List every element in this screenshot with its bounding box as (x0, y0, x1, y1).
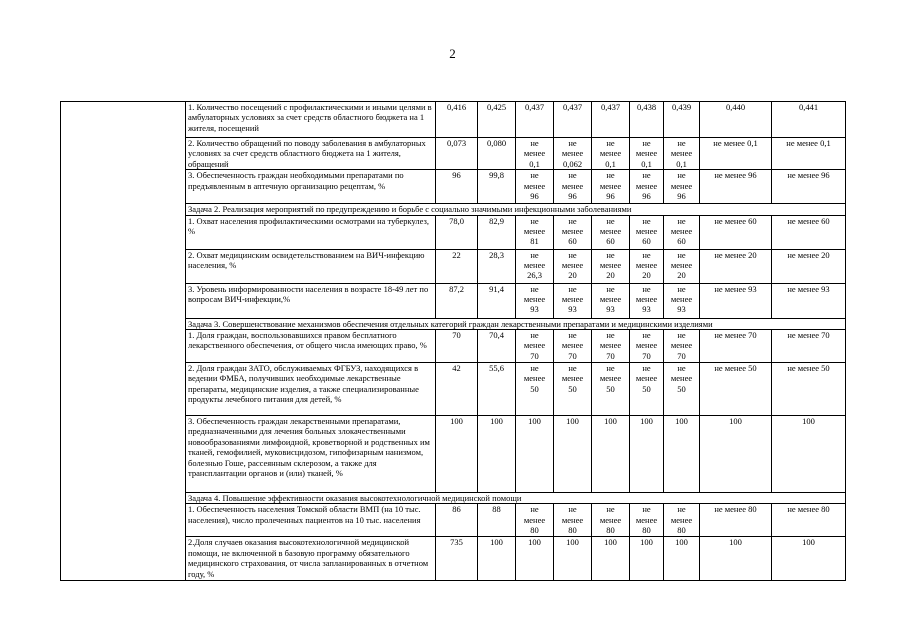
value-cell: 0,438 (630, 102, 664, 138)
value-cell: не менее 80 (664, 504, 700, 537)
value-cell: не менее 26,3 (516, 249, 554, 283)
indicator-label: 1. Охват населения профилактическими осмотрами на туберкулез, % (186, 215, 436, 249)
value-cell: не менее 70 (664, 330, 700, 363)
value-cell: 100 (592, 537, 630, 581)
value-cell: 100 (700, 416, 772, 493)
value-cell: не менее 93 (592, 283, 630, 318)
value-cell: 28,3 (478, 249, 516, 283)
value-cell: не менее 93 (664, 283, 700, 318)
value-cell: 88 (478, 504, 516, 537)
value-cell: 0,441 (772, 102, 846, 138)
value-cell: не менее 70 (630, 330, 664, 363)
value-cell: 0,080 (478, 138, 516, 170)
value-cell: 70 (436, 330, 478, 363)
value-cell: не менее 60 (592, 215, 630, 249)
value-cell: не менее 80 (592, 504, 630, 537)
value-cell: не менее 0,1 (700, 138, 772, 170)
value-cell: 91,4 (478, 283, 516, 318)
value-cell: 82,9 (478, 215, 516, 249)
value-cell: не менее 70 (592, 330, 630, 363)
task-heading: Задача 4. Повышение эффективности оказания высокотехнологичной медицинской помощи (186, 493, 846, 504)
page-number: 2 (449, 46, 456, 61)
value-cell: не менее 80 (772, 504, 846, 537)
value-cell: 99,8 (478, 170, 516, 204)
value-cell: 78,0 (436, 215, 478, 249)
value-cell: не менее 96 (592, 170, 630, 204)
value-cell: не менее 0,062 (554, 138, 592, 170)
value-cell: не менее 0,1 (664, 138, 700, 170)
indicator-label: 1. Доля граждан, воспользовавшихся правом бесплатного лекарственного обеспечения, от общего числа имеющих право, % (186, 330, 436, 363)
indicator-label: 3. Обеспеченность граждан необходимыми препаратами по предъявленным в аптечную организацию рецептам, % (186, 170, 436, 204)
value-cell: не менее 93 (554, 283, 592, 318)
value-cell: не менее 93 (516, 283, 554, 318)
value-cell: 100 (478, 416, 516, 493)
table-row (61, 102, 846, 138)
value-cell: не менее 96 (772, 170, 846, 204)
value-cell: не менее 70 (516, 330, 554, 363)
value-cell: не менее 96 (630, 170, 664, 204)
indicators-table (60, 101, 846, 581)
value-cell: не менее 80 (700, 504, 772, 537)
value-cell: 100 (478, 537, 516, 581)
value-cell: не менее 50 (630, 363, 664, 416)
value-cell: не менее 81 (516, 215, 554, 249)
value-cell: не менее 0,1 (630, 138, 664, 170)
value-cell: не менее 20 (592, 249, 630, 283)
value-cell: не менее 20 (664, 249, 700, 283)
value-cell: не менее 80 (516, 504, 554, 537)
indicator-label: 1. Количество посещений с профилактическими и иными целями в амбулаторных условиях за счет средств областного бюджета на 1 жителя, посещений (186, 102, 436, 138)
value-cell: 0,437 (592, 102, 630, 138)
indicator-label: 2. Охват медицинским освидетельствованием на ВИЧ-инфекцию населения, % (186, 249, 436, 283)
value-cell: 0,416 (436, 102, 478, 138)
value-cell: 100 (592, 416, 630, 493)
value-cell: 735 (436, 537, 478, 581)
value-cell: не менее 50 (592, 363, 630, 416)
value-cell: 100 (554, 537, 592, 581)
value-cell: не менее 60 (772, 215, 846, 249)
value-cell: не менее 93 (700, 283, 772, 318)
value-cell: не менее 50 (516, 363, 554, 416)
value-cell: 86 (436, 504, 478, 537)
value-cell: 100 (554, 416, 592, 493)
indicator-label: 2. Доля граждан ЗАТО, обслуживаемых ФГБУЗ, находящихся в ведении ФМБА, получивших необходимые лекарственные препараты, медицинские изделия, а также специализированные продукты лечебного питания для детей, % (186, 363, 436, 416)
value-cell: не менее 20 (630, 249, 664, 283)
value-cell: 100 (630, 537, 664, 581)
indicator-label: 3. Уровень информированности населения в возрасте 18-49 лет по вопросам ВИЧ-инфекции,% (186, 283, 436, 318)
value-cell: не менее 0,1 (516, 138, 554, 170)
value-cell: не менее 96 (516, 170, 554, 204)
value-cell: 100 (664, 416, 700, 493)
value-cell: не менее 96 (664, 170, 700, 204)
value-cell: не менее 93 (630, 283, 664, 318)
value-cell: 0,437 (554, 102, 592, 138)
value-cell: не менее 20 (700, 249, 772, 283)
indicator-label: 2.Доля случаев оказания высокотехнологичной медицинской помощи, не включенной в базовую программу обязательного медицинского страхования, от числа запланированных в отчетном году, % (186, 537, 436, 581)
value-cell: 0,425 (478, 102, 516, 138)
value-cell: не менее 60 (630, 215, 664, 249)
value-cell: 0,437 (516, 102, 554, 138)
value-cell: 100 (664, 537, 700, 581)
blank-column-cell (61, 102, 186, 581)
value-cell: 0,439 (664, 102, 700, 138)
indicator-label: 3. Обеспеченность граждан лекарственными препаратами, предназначенными для лечения больных злокачественными новообразованиями лимфоидной, кроветворной и родственных им тканей, гемофилией, муковисцидозом, гипофизарным нанизмом, болезнью Гоше, рассеянным склерозом, а также для трансплантации органов и (или) тканей, % (186, 416, 436, 493)
value-cell: 87,2 (436, 283, 478, 318)
indicator-label: 2. Количество обращений по поводу заболевания в амбулаторных условиях за счет средств областного бюджета на 1 жителя, обращений (186, 138, 436, 170)
value-cell: 100 (772, 416, 846, 493)
value-cell: не менее 96 (554, 170, 592, 204)
value-cell: 70,4 (478, 330, 516, 363)
value-cell: не менее 50 (664, 363, 700, 416)
value-cell: не менее 60 (664, 215, 700, 249)
value-cell: не менее 80 (630, 504, 664, 537)
value-cell: не менее 60 (700, 215, 772, 249)
value-cell: не менее 0,1 (772, 138, 846, 170)
value-cell: 100 (516, 537, 554, 581)
value-cell: не менее 20 (554, 249, 592, 283)
value-cell: не менее 70 (554, 330, 592, 363)
value-cell: 0,440 (700, 102, 772, 138)
value-cell: не менее 20 (772, 249, 846, 283)
value-cell: 100 (630, 416, 664, 493)
value-cell: 55,6 (478, 363, 516, 416)
value-cell: не менее 70 (700, 330, 772, 363)
value-cell: не менее 60 (554, 215, 592, 249)
value-cell: не менее 0,1 (592, 138, 630, 170)
value-cell: 42 (436, 363, 478, 416)
value-cell: не менее 50 (554, 363, 592, 416)
value-cell: 0,073 (436, 138, 478, 170)
value-cell: 100 (700, 537, 772, 581)
value-cell: 100 (516, 416, 554, 493)
value-cell: 96 (436, 170, 478, 204)
value-cell: не менее 50 (772, 363, 846, 416)
value-cell: 100 (436, 416, 478, 493)
value-cell: не менее 80 (554, 504, 592, 537)
task-heading: Задача 3. Совершенствование механизмов обеспечения отдельных категорий граждан лекарственными препаратами и медицинскими изделиями (186, 318, 846, 329)
indicator-label: 1. Обеспеченность населения Томской области ВМП (на 10 тыс. населения), число пролеченных пациентов на 10 тыс. населения (186, 504, 436, 537)
value-cell: не менее 50 (700, 363, 772, 416)
value-cell: не менее 70 (772, 330, 846, 363)
value-cell: не менее 93 (772, 283, 846, 318)
value-cell: 100 (772, 537, 846, 581)
task-heading: Задача 2. Реализация мероприятий по предупреждению и борьбе с социально значимыми инфекционными заболеваниями (186, 204, 846, 215)
value-cell: не менее 96 (700, 170, 772, 204)
value-cell: 22 (436, 249, 478, 283)
